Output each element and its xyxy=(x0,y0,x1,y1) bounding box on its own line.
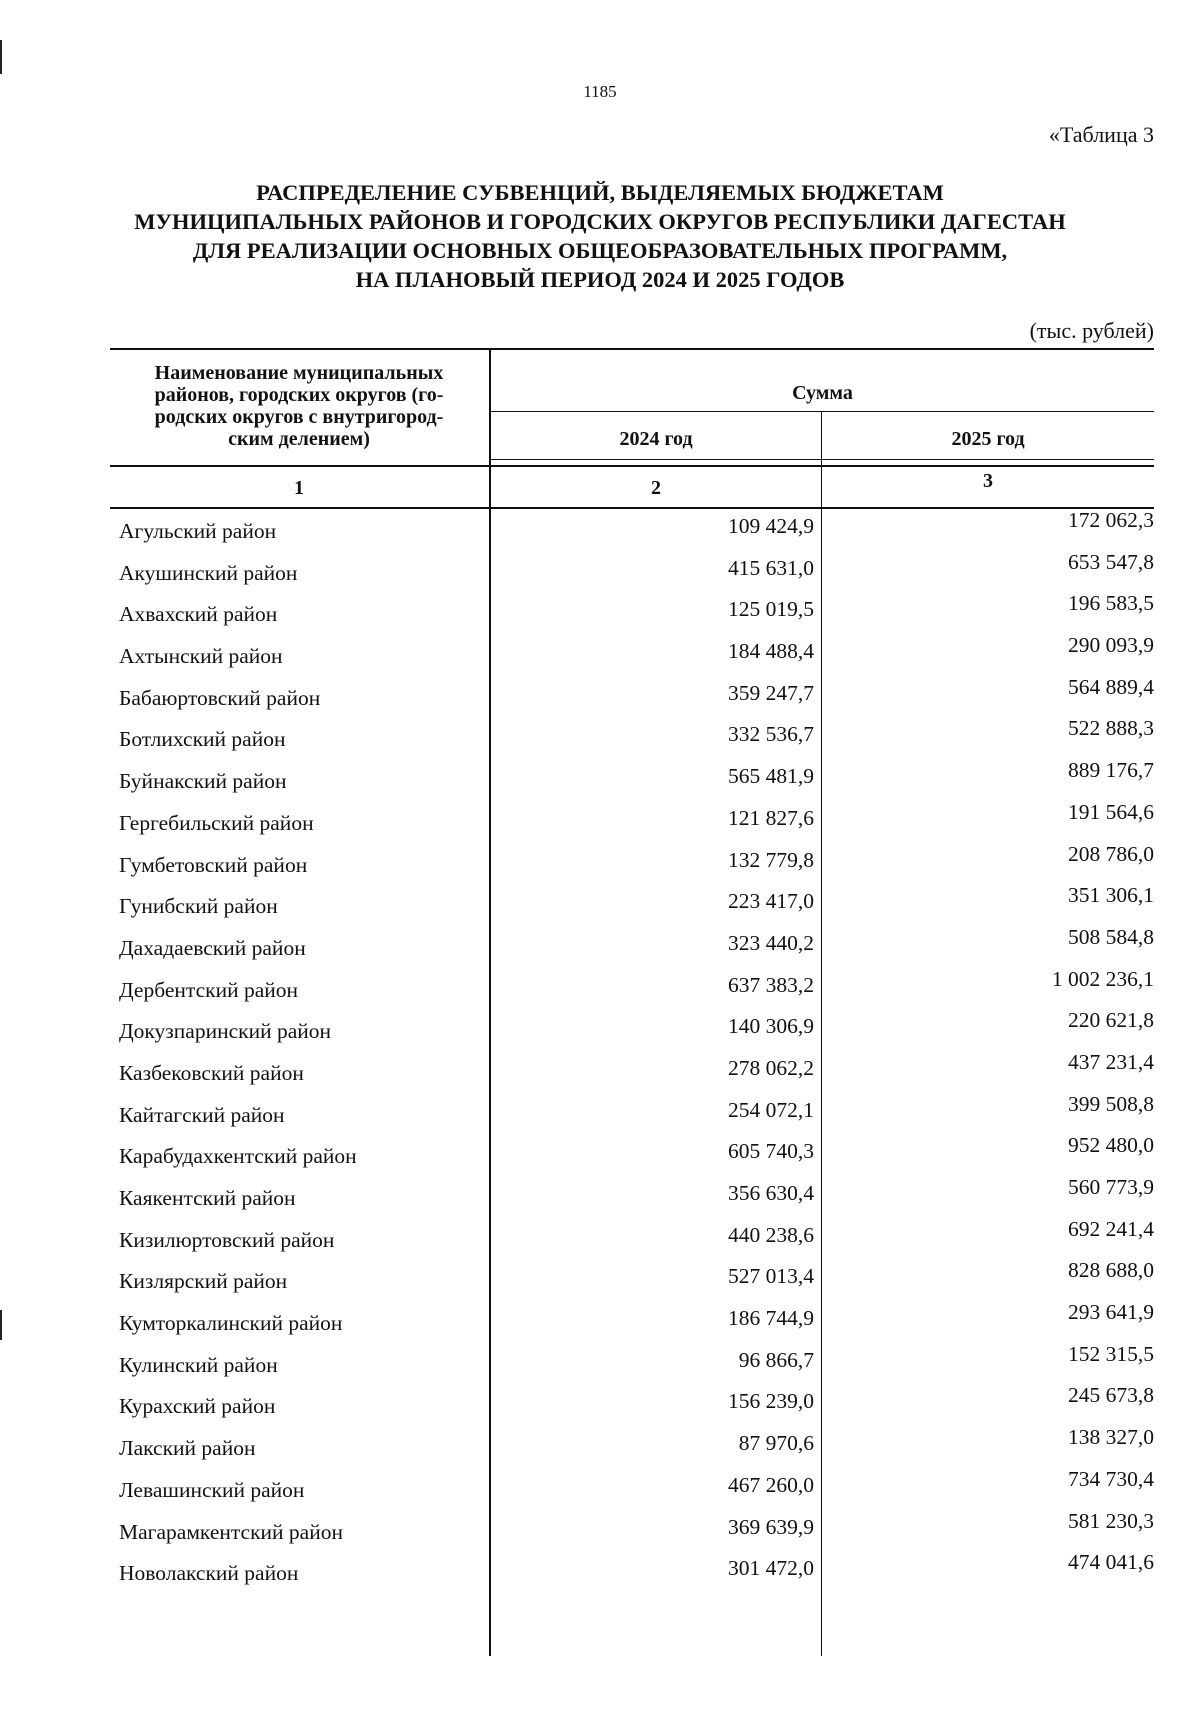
table-row xyxy=(0,924,1200,971)
value-2025: 653 547,8 xyxy=(1068,549,1154,574)
table-row xyxy=(0,1383,1200,1429)
value-2025: 196 583,5 xyxy=(1068,591,1154,616)
table-row xyxy=(0,1049,1200,1096)
value-2025: 564 889,4 xyxy=(1068,674,1154,699)
value-2024: 565 481,9 xyxy=(728,764,814,789)
district-name: Карабудахкентский район xyxy=(119,1144,357,1169)
value-2025: 208 786,0 xyxy=(1068,841,1154,866)
value-2025: 437 231,4 xyxy=(1068,1049,1154,1074)
value-2024: 323 440,2 xyxy=(728,930,814,955)
district-name: Кулинский район xyxy=(119,1352,278,1377)
table-row xyxy=(0,633,1200,679)
district-name: Акушинский район xyxy=(119,560,298,585)
name-column-header xyxy=(110,362,488,450)
table-row xyxy=(0,674,1200,721)
value-2024: 415 631,0 xyxy=(728,555,814,580)
value-2025: 1 002 236,1 xyxy=(1051,966,1154,991)
district-name: Новолакский район xyxy=(119,1561,299,1586)
value-2025: 474 041,6 xyxy=(1068,1550,1154,1575)
value-2025: 952 480,0 xyxy=(1068,1133,1154,1158)
value-2025: 522 888,3 xyxy=(1068,716,1154,741)
value-2025: 191 564,6 xyxy=(1068,799,1154,824)
table-row xyxy=(0,799,1200,846)
table-row xyxy=(0,591,1200,637)
year-row-divider xyxy=(490,459,1154,460)
table-row xyxy=(0,883,1200,929)
district-name: Лакский район xyxy=(119,1436,256,1461)
value-2024: 254 072,1 xyxy=(728,1097,814,1122)
value-2025: 152 315,5 xyxy=(1068,1341,1154,1366)
value-2025: 220 621,8 xyxy=(1068,1008,1154,1033)
value-2024: 121 827,6 xyxy=(728,805,814,830)
title-line: МУНИЦИПАЛЬНЫХ РАЙОНОВ И ГОРОДСКИХ ОКРУГОВ РЕСПУБЛИКИ ДАГЕСТАН xyxy=(134,209,1066,234)
value-2025: 245 673,8 xyxy=(1068,1383,1154,1408)
header-line: районов, городских округов (го- xyxy=(154,384,444,406)
header-line: ским делением) xyxy=(228,428,370,450)
value-2024: 184 488,4 xyxy=(728,639,814,664)
table-row xyxy=(0,758,1200,804)
table-top-border xyxy=(110,348,1154,350)
value-2024: 278 062,2 xyxy=(728,1055,814,1080)
units-label: (тыс. рублей) xyxy=(1029,318,1154,343)
value-2024: 527 013,4 xyxy=(728,1264,814,1289)
table-row xyxy=(0,1216,1200,1263)
value-2024: 301 472,0 xyxy=(728,1556,814,1581)
district-name: Гергебильский район xyxy=(119,810,314,835)
district-name: Кизлярский район xyxy=(119,1269,288,1294)
value-2025: 293 641,9 xyxy=(1068,1300,1154,1325)
district-name: Гумбетовский район xyxy=(119,852,308,877)
value-2024: 186 744,9 xyxy=(728,1306,814,1331)
value-2024: 332 536,7 xyxy=(728,722,814,747)
district-name: Левашинский район xyxy=(119,1477,305,1502)
value-2024: 96 866,7 xyxy=(738,1347,814,1372)
sum-divider xyxy=(490,411,1154,412)
value-2025: 734 730,4 xyxy=(1068,1466,1154,1491)
district-name: Ботлихский район xyxy=(119,727,286,752)
district-name: Дербентский район xyxy=(119,977,299,1002)
district-name: Кумторкалинский район xyxy=(119,1311,343,1336)
table-row xyxy=(0,716,1200,762)
value-2024: 637 383,2 xyxy=(728,972,814,997)
value-2025: 290 093,9 xyxy=(1068,633,1154,658)
table-row xyxy=(0,508,1200,554)
value-2024: 125 019,5 xyxy=(728,597,814,622)
district-name: Кайтагский район xyxy=(119,1102,285,1127)
scan-edge-mark xyxy=(0,40,2,74)
district-name: Дахадаевский район xyxy=(119,935,306,960)
table-row xyxy=(0,1508,1200,1555)
value-2025: 172 062,3 xyxy=(1068,508,1154,532)
table-row xyxy=(0,1133,1200,1179)
title-line: ДЛЯ РЕАЛИЗАЦИИ ОСНОВНЫХ ОБЩЕОБРАЗОВАТЕЛЬНЫХ ПРОГРАММ, xyxy=(192,238,1008,263)
table-row xyxy=(0,841,1200,888)
table-row xyxy=(0,966,1200,1013)
value-2024: 156 239,0 xyxy=(728,1389,814,1414)
title-line: РАСПРЕДЕЛЕНИЕ СУБВЕНЦИЙ, ВЫДЕЛЯЕМЫХ БЮДЖЕТАМ xyxy=(256,180,944,205)
value-2024: 356 630,4 xyxy=(728,1181,814,1205)
column-number-2: 2 xyxy=(651,477,661,499)
value-2024: 109 424,9 xyxy=(728,514,814,538)
value-2025: 581 230,3 xyxy=(1068,1508,1154,1533)
value-2025: 138 327,0 xyxy=(1068,1425,1154,1450)
value-2024: 140 306,9 xyxy=(728,1014,814,1039)
table-row xyxy=(0,1091,1200,1138)
column-number-3: 3 xyxy=(983,470,993,492)
value-2024: 359 247,7 xyxy=(728,680,814,705)
sum-header: Сумма xyxy=(792,382,853,404)
table-row xyxy=(0,1008,1200,1054)
district-name: Гунибский район xyxy=(119,894,278,919)
value-2025: 692 241,4 xyxy=(1068,1216,1154,1241)
document-title xyxy=(0,178,1200,294)
table-label: «Таблица 3 xyxy=(1048,122,1154,147)
district-name: Магарамкентский район xyxy=(119,1519,343,1544)
column-number-1: 1 xyxy=(294,477,304,499)
table-row xyxy=(0,1466,1200,1513)
district-name: Ахвахский район xyxy=(119,602,278,627)
value-2024: 369 639,9 xyxy=(728,1514,814,1539)
table-row xyxy=(0,1341,1200,1388)
value-2025: 399 508,8 xyxy=(1068,1091,1154,1116)
header-line: родских округов с внутригород- xyxy=(154,406,444,428)
value-2024: 223 417,0 xyxy=(728,889,814,914)
table-row xyxy=(0,1300,1200,1346)
column-number-divider xyxy=(110,507,1154,509)
value-2025: 351 306,1 xyxy=(1068,883,1154,908)
value-2025: 508 584,8 xyxy=(1068,924,1154,949)
table-row xyxy=(0,1425,1200,1471)
district-name: Казбековский район xyxy=(119,1060,304,1085)
value-2024: 87 970,6 xyxy=(738,1431,814,1456)
district-name: Бабаюртовский район xyxy=(119,685,321,710)
value-2025: 828 688,0 xyxy=(1068,1258,1154,1283)
value-2025: 889 176,7 xyxy=(1068,758,1154,783)
year-2024-header: 2024 год xyxy=(619,428,693,450)
district-name: Агульский район xyxy=(119,519,277,543)
district-name: Буйнакский район xyxy=(119,769,287,794)
header-line: Наименование муниципальных xyxy=(154,362,444,384)
header-bottom-border xyxy=(110,465,1154,467)
value-2024: 467 260,0 xyxy=(728,1472,814,1497)
table-body xyxy=(0,508,1200,1596)
table-row xyxy=(0,1550,1200,1596)
district-name: Каякентский район xyxy=(119,1186,296,1210)
table-row xyxy=(0,1258,1200,1304)
value-2024: 440 238,6 xyxy=(728,1222,814,1247)
district-name: Кизилюртовский район xyxy=(119,1227,335,1252)
page-number: 1185 xyxy=(583,82,617,101)
value-2025: 560 773,9 xyxy=(1068,1175,1154,1199)
district-name: Курахский район xyxy=(119,1394,276,1419)
table-row xyxy=(0,549,1200,596)
district-name: Ахтынский район xyxy=(119,644,283,669)
value-2024: 132 779,8 xyxy=(728,847,814,872)
year-2025-header: 2025 год xyxy=(951,428,1025,450)
value-2024: 605 740,3 xyxy=(728,1139,814,1164)
district-name: Докузпаринский район xyxy=(119,1019,332,1044)
title-line: НА ПЛАНОВЫЙ ПЕРИОД 2024 И 2025 ГОДОВ xyxy=(355,267,845,292)
table-row xyxy=(0,1175,1200,1221)
